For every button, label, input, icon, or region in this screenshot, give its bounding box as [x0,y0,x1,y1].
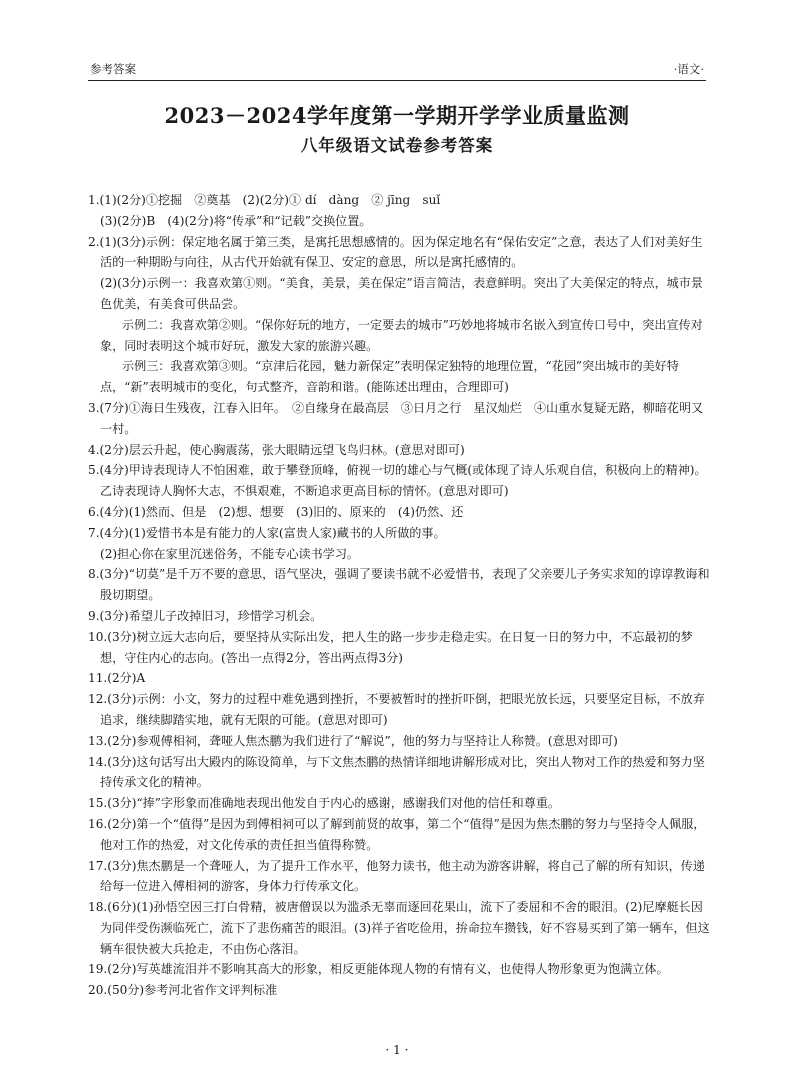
answer-11: 11.(2分)A [88,671,146,686]
page-number: · 1 · [385,1043,409,1057]
page-subtitle: 八年级语文试卷参考答案 [300,136,494,155]
answer-1: 1.(1)(2分)①挖掘 ②奠基 (2)(2分)① dí dàng ② jīng suǐ [88,193,441,207]
page-header [88,60,706,81]
header-subject-label: ·语文· [673,62,704,76]
page-title: 2023－2024学年度第一学期开学学业质量监测 [164,103,630,128]
answer-list [88,190,710,1001]
answer-13: 13.(2分)参观傅相祠，聋哑人焦杰鹏为我们进行了“解说”，他的努力与坚持让人称赞。(意思对即可) [88,733,618,748]
answer-18: 18.(6分)(1)孙悟空因三打白骨精，被唐僧误以为滥杀无辜而逐回花果山，流下了委屈和不舍的眼泪。(2)尼摩艇长因为同伴受伤濒临死亡，流下了悲伤痛苦的眼泪。(3)祥子省吃俭用，拚命拉车攒钱，好不容易买到了第一辆车，但这辆车很快被大兵抢走，不由伤心落泪。 [88,900,710,956]
answer-14: 14.(3分)这句话写出大殿内的陈设简单，与下文焦杰鹏的热情详细地讲解形成对比，突出人物对工作的热爱和努力坚持传承文化的精神。 [88,754,705,790]
answer-7: 7.(4分)(1)爱惜书本是有能力的人家(富贵人家)藏书的人所做的事。 [88,525,446,540]
answer-8: 8.(3分)“切莫”是千万不要的意思，语气坚决，强调了要读书就不必爱惜书，表现了父亲要儿子务实求知的谆谆教诲和殷切期望。 [88,567,710,603]
answer-9: 9.(3分)希望儿子改掉旧习，珍惜学习机会。 [88,608,323,623]
header-left-label: 参考答案 [90,62,136,76]
answer-16: 16.(2分)第一个“值得”是因为到傅相祠可以了解到前贤的故事，第二个“值得”是因为焦杰鹏的努力与坚持令人佩服，他对工作的热爱，对文化传承的责任担当值得称赞。 [88,816,706,852]
answer-19: 19.(2分)写英雄流泪并不影响其高大的形象，相反更能体现人物的有情有义，也使得人物形象更为饱满立体。 [88,962,669,977]
answer-4: 4.(2分)层云升起，使心胸震荡，张大眼睛远望飞鸟归林。(意思对即可) [88,442,465,457]
answer-1-cont: (3)(2分)B (4)(2分)将“传承”和“记载”交换位置。 [100,213,372,228]
answer-7-cont: (2)担心你在家里沉迷俗务，不能专心读书学习。 [100,546,360,561]
answer-5: 5.(4分)甲诗表现诗人不怕困难，敢于攀登顶峰，俯视一切的雄心与气概(或体现了诗人乐观自信，积极向上的精神)。乙诗表现诗人胸怀大志，不惧艰难，不断追求更高目标的情怀。(意思对即可) [88,463,707,499]
answer-3: 3.(7分)①海日生残夜，江春入旧年。 ②自缘身在最高层 ③日月之行 星汉灿烂 ④山重水复疑无路，柳暗花明又一村。 [88,400,704,436]
answer-17: 17.(3分)焦杰鹏是一个聋哑人，为了提升工作水平，他努力读书，他主动为游客讲解，将自己了解的所有知识，传递给每一位进入傅相祠的游客，身体力行传承文化。 [88,858,705,894]
answer-12: 12.(3分)示例：小文，努力的过程中难免遇到挫折，不要被暂时的挫折吓倒，把眼光放长远，只要坚定目标，不放弃追求，继续脚踏实地，就有无限的可能。(意思对即可) [88,692,705,727]
answer-2-example3: 示例三：我喜欢第③则。“京津后花园，魅力新保定”表明保定独特的地理位置，“花园”突出城市的美好特点，“新”表明城市的变化，句式整齐，音韵和谐。(能陈述出理由，合理即可) [100,359,679,395]
answer-6: 6.(4分)(1)然而、但是 (2)想、想要 (3)旧的、原来的 (4)仍然、还 [88,504,464,519]
answer-2-example2: 示例二：我喜欢第②则。“保你好玩的地方，一定要去的城市”巧妙地将城市名嵌入到宣传口号中，突出宣传对象，同时表明这个城市好玩，激发大家的旅游兴趣。 [100,317,703,353]
answer-15: 15.(3分)“捧”字形象而准确地表现出他发自于内心的感谢，感谢我们对他的信任和尊重。 [88,796,561,811]
answer-20: 20.(50分)参考河北省作文评判标准 [88,983,278,998]
answer-2-part2: (2)(3分)示例一：我喜欢第①则。“美食，美景，美在保定”语言简洁，表意鲜明。突出了大美保定的特点，城市景色优美，有美食可供品尝。 [100,276,703,311]
answer-10: 10.(3分)树立远大志向后，要坚持从实际出发，把人生的路一步步走稳走实。在日复一日的努力中，不忘最初的梦想，守住内心的志向。(答出一点得2分，答出两点得3分) [88,629,693,665]
answer-2: 2.(1)(3分)示例：保定地名属于第三类，是寓托思想感情的。因为保定地名有“保佑安定”之意，表达了人们对美好生活的一种期盼与向往，从古代开始就有保卫、安定的意思，所以是寓托感情的。 [88,234,703,270]
